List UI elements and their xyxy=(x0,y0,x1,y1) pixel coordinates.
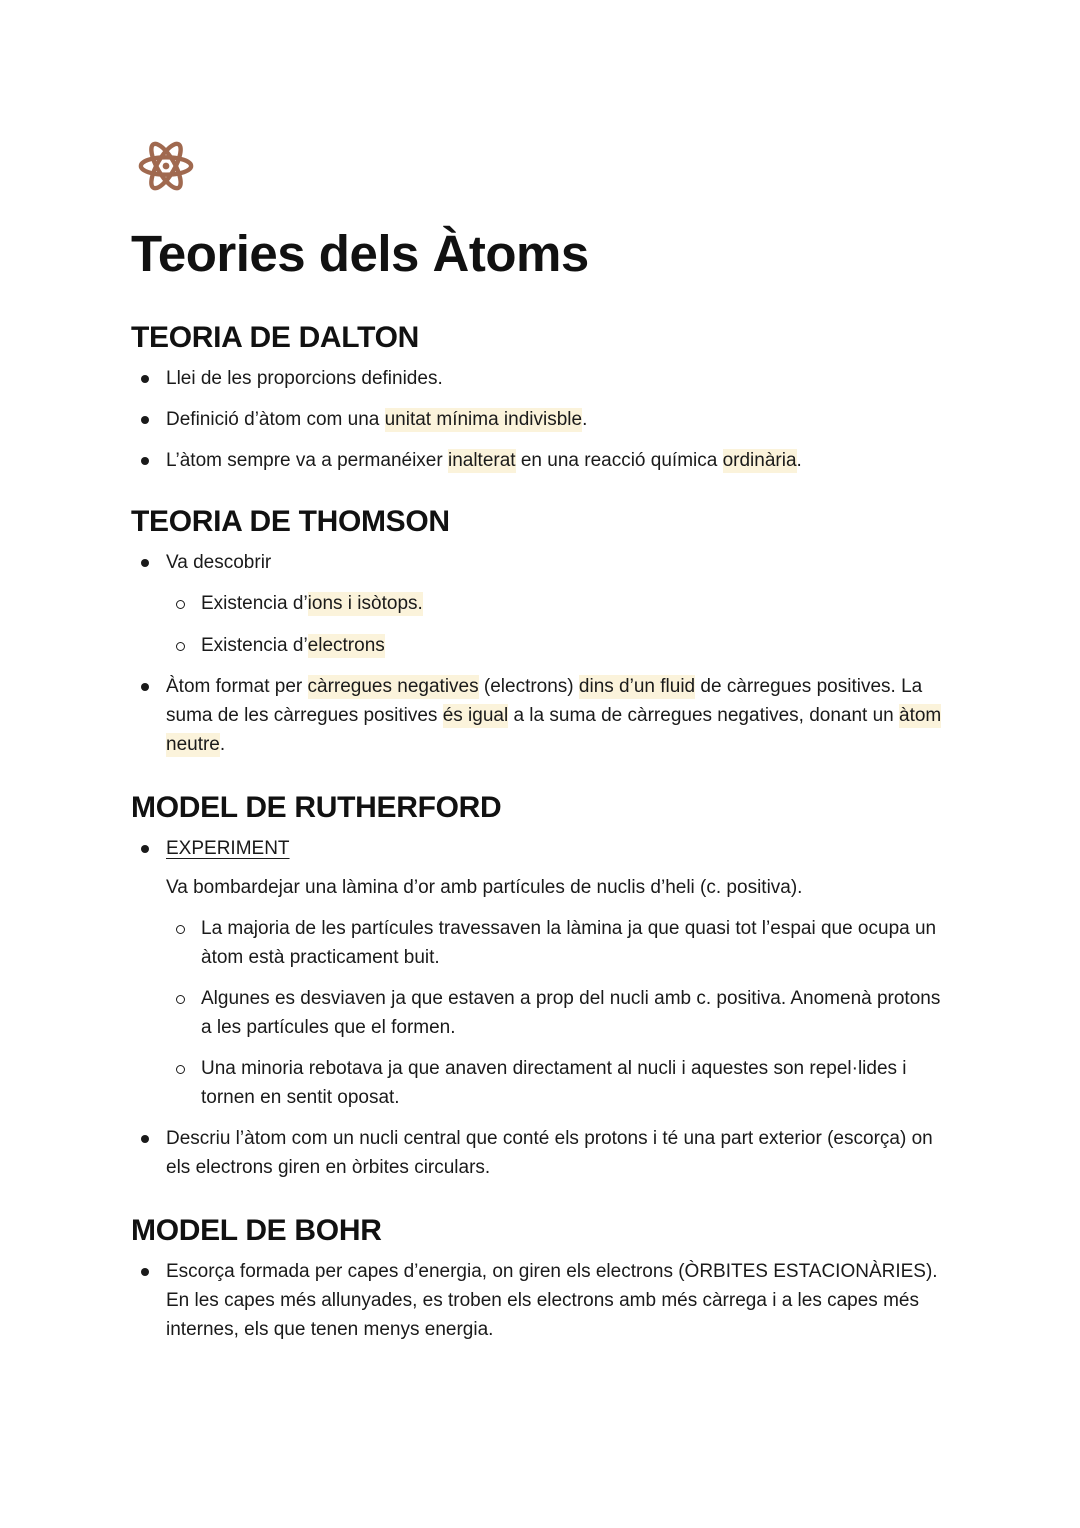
atom-icon xyxy=(137,135,195,197)
list-item: L’àtom sempre va a permanéixer inalterat en una reacció química ordinària. xyxy=(131,446,950,475)
section-heading-dalton: TEORIA DE DALTON xyxy=(131,321,419,355)
section-heading-rutherford: MODEL DE RUTHERFORD xyxy=(131,791,502,825)
highlight: àtom neutre xyxy=(166,705,942,756)
highlight: és igual xyxy=(442,705,509,727)
thomson-list xyxy=(131,548,950,759)
sub-list-item: Algunes es desviaven ja que estaven a prop del nucli amb c. positiva. Anomenà protons a les partícules que el formen. xyxy=(166,984,950,1042)
section-bohr xyxy=(131,1213,950,1344)
thomson-sublist xyxy=(166,589,950,660)
list-item: Descriu l’àtom com un nucli central que conté els protons i té una part exterior (escorça) on els electrons giren en òrbites circulars. xyxy=(131,1124,950,1182)
bohr-list xyxy=(131,1257,950,1344)
highlight: ordinària xyxy=(722,450,797,472)
highlight: càrregues negatives xyxy=(307,676,479,698)
list-item xyxy=(131,834,950,863)
sub-list-item: Existencia d’ions i isòtops. xyxy=(166,589,950,618)
highlight: dins d’un fluid xyxy=(578,676,696,698)
highlight: ions i isòtops. xyxy=(307,593,423,615)
list-item: Definició d’àtom com una unitat mínima indivisble. xyxy=(131,405,950,434)
highlight: electrons xyxy=(307,635,385,657)
highlight: inalterat xyxy=(447,450,516,472)
list-item: Va descobrir Existencia d’ions i isòtops. Existencia d’electrons xyxy=(131,548,950,660)
highlight: unitat mínima indivisble xyxy=(384,409,583,431)
dalton-list xyxy=(131,364,950,475)
sub-list-item: La majoria de les partícules travessaven la làmina ja que quasi tot l’espai que ocupa un àtom està practicament buit. xyxy=(166,914,950,972)
section-dalton xyxy=(131,320,950,475)
rutherford-list xyxy=(131,834,950,863)
rutherford-sublist xyxy=(131,914,950,1112)
section-thomson xyxy=(131,504,950,759)
list-item: Escorça formada per capes d’energia, on giren els electrons (ÒRBITES ESTACIONÀRIES). En les capes més allunyades, es troben els electrons amb més càrrega i a les capes més internes, els que tenen menys energia. xyxy=(131,1257,950,1344)
page-title: Teories dels Àtoms xyxy=(131,225,589,282)
sub-list-item: Una minoria rebotava ja que anaven directament al nucli i aquestes son repel·lides i tornen en sentit oposat. xyxy=(166,1054,950,1112)
section-heading-thomson: TEORIA DE THOMSON xyxy=(131,505,450,539)
section-heading-bohr: MODEL DE BOHR xyxy=(131,1214,382,1248)
experiment-description: Va bombardejar una làmina d’or amb partícules de nuclis d’heli (c. positiva). xyxy=(166,877,803,899)
list-item: Àtom format per càrregues negatives (electrons) dins d’un fluid de càrregues positives. La suma de les càrregues positives és igual a la suma de càrregues negatives, donant un àtom neutre. xyxy=(131,672,950,759)
list-item: Llei de les proporcions definides. xyxy=(131,364,950,393)
experiment-label: EXPERIMENT xyxy=(166,838,290,860)
section-rutherford xyxy=(131,790,950,1182)
rutherford-list-2 xyxy=(131,1124,950,1182)
sub-list-item: Existencia d’electrons xyxy=(166,631,950,660)
